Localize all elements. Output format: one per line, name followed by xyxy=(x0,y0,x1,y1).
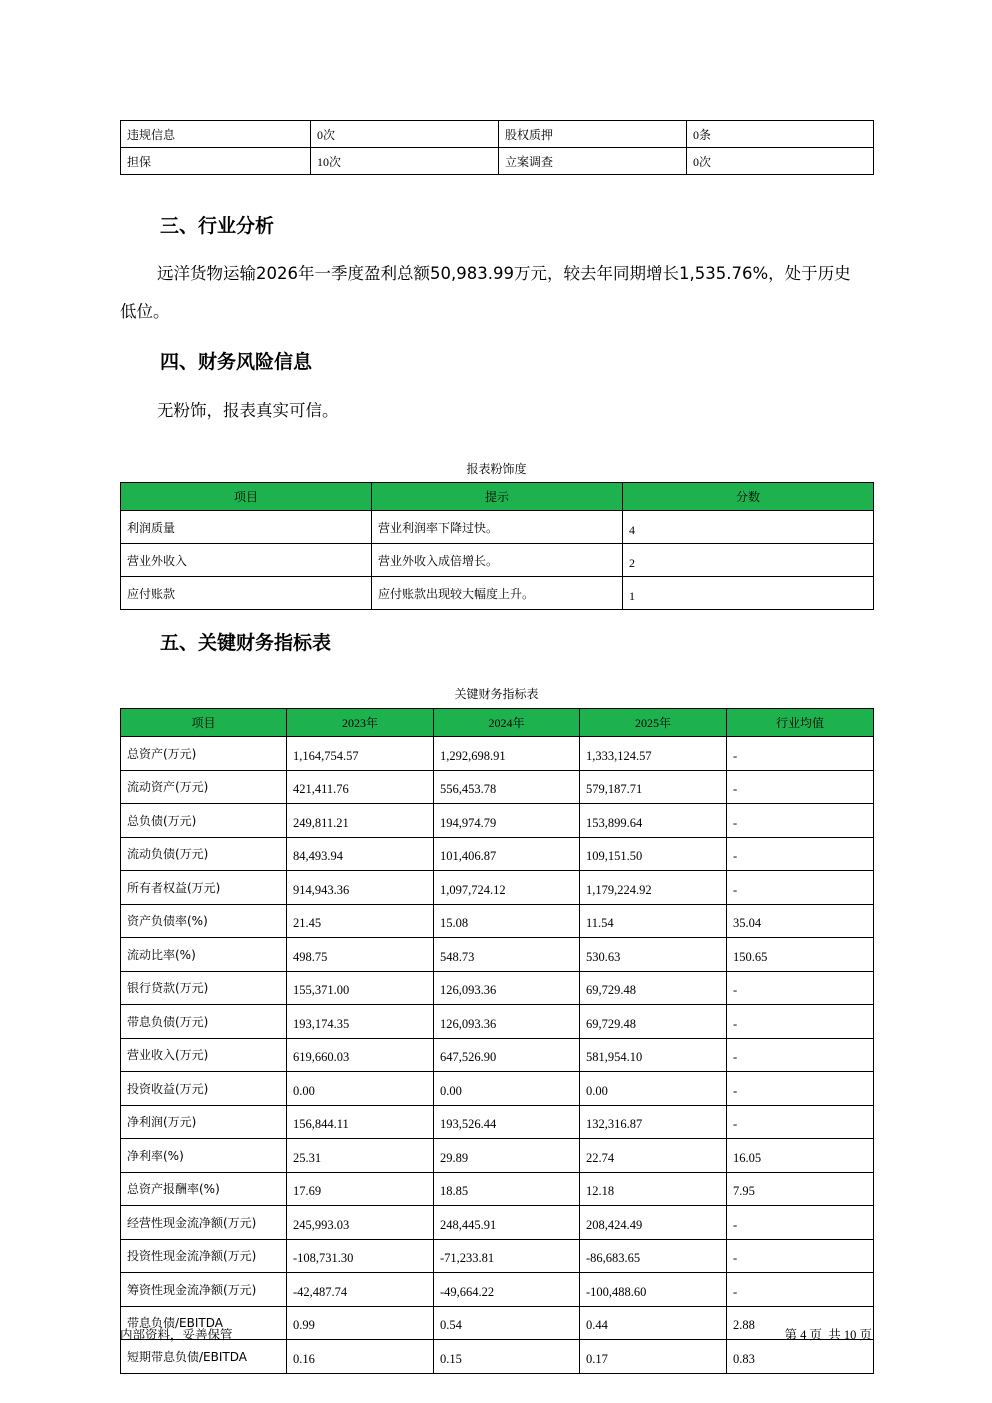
indicator-name-cell: 带息负债(万元) xyxy=(121,1005,287,1039)
indicator-value-cell: 84,493.94 xyxy=(287,837,434,871)
risk-value: 0次 xyxy=(687,148,874,175)
table-row xyxy=(121,938,874,972)
indicator-value-cell: - xyxy=(727,737,874,771)
indicator-value-cell: 150.65 xyxy=(727,938,874,972)
indicator-value-cell: 35.04 xyxy=(727,904,874,938)
column-header: 行业均值 xyxy=(727,709,874,737)
indicator-value-cell: 126,093.36 xyxy=(434,971,580,1005)
table-row xyxy=(121,971,874,1005)
table-row xyxy=(121,770,874,804)
section-heading-key-financial-indicators: 五、关键财务指标表 xyxy=(160,632,332,654)
indicator-name-cell: 总资产(万元) xyxy=(121,737,287,771)
indicator-name-cell: 所有者权益(万元) xyxy=(121,871,287,905)
table-header-row xyxy=(121,709,874,737)
indicator-value-cell: - xyxy=(727,804,874,838)
indicator-value-cell: 579,187.71 xyxy=(580,770,727,804)
table-row xyxy=(121,1239,874,1273)
table-row xyxy=(121,511,874,544)
indicator-value-cell: 21.45 xyxy=(287,904,434,938)
item-cell: 利润质量 xyxy=(121,511,372,544)
table-row xyxy=(121,1105,874,1139)
column-header: 项目 xyxy=(121,709,287,737)
indicator-value-cell: 1,333,124.57 xyxy=(580,737,727,771)
indicator-value-cell: 208,424.49 xyxy=(580,1206,727,1240)
indicator-value-cell: -100,488.60 xyxy=(580,1273,727,1307)
indicator-value-cell: 548.73 xyxy=(434,938,580,972)
indicator-value-cell: 1,292,698.91 xyxy=(434,737,580,771)
indicator-value-cell: 556,453.78 xyxy=(434,770,580,804)
column-header: 分数 xyxy=(623,483,874,511)
table-row xyxy=(121,1306,874,1340)
indicator-value-cell: - xyxy=(727,1239,874,1273)
whitewash-table-caption: 报表粉饰度 xyxy=(466,462,527,476)
financial-risk-paragraph: 无粉饰，报表真实可信。 xyxy=(157,401,339,420)
hint-cell: 营业外收入成倍增长。 xyxy=(372,544,623,577)
indicator-value-cell: 156,844.11 xyxy=(287,1105,434,1139)
indicator-name-cell: 投资收益(万元) xyxy=(121,1072,287,1106)
table-row xyxy=(121,1005,874,1039)
indicator-value-cell: 25.31 xyxy=(287,1139,434,1173)
table-row xyxy=(121,871,874,905)
indicator-value-cell: - xyxy=(727,837,874,871)
column-header: 提示 xyxy=(372,483,623,511)
table-row xyxy=(121,837,874,871)
indicator-value-cell: 16.05 xyxy=(727,1139,874,1173)
risk-value: 0次 xyxy=(311,121,499,148)
indicator-value-cell: 914,943.36 xyxy=(287,871,434,905)
indicator-value-cell: 22.74 xyxy=(580,1139,727,1173)
indicator-value-cell: - xyxy=(727,770,874,804)
industry-analysis-paragraph xyxy=(120,255,880,331)
table-row xyxy=(121,1340,874,1374)
table-row xyxy=(121,804,874,838)
score-cell: 1 xyxy=(623,577,874,610)
indicator-value-cell: 7.95 xyxy=(727,1172,874,1206)
indicator-value-cell: -42,487.74 xyxy=(287,1273,434,1307)
kpi-table-caption: 关键财务指标表 xyxy=(454,687,539,701)
indicator-value-cell: 15.08 xyxy=(434,904,580,938)
indicator-value-cell: 18.85 xyxy=(434,1172,580,1206)
table-row xyxy=(121,1072,874,1106)
indicator-value-cell: 126,093.36 xyxy=(434,1005,580,1039)
column-header: 2025年 xyxy=(580,709,727,737)
indicator-name-cell: 总资产报酬率(%) xyxy=(121,1172,287,1206)
indicator-name-cell: 筹资性现金流净额(万元) xyxy=(121,1273,287,1307)
footer-page-number: 第 4 页 共 10 页 xyxy=(784,1328,872,1342)
table-row xyxy=(121,148,874,175)
indicator-name-cell: 流动负债(万元) xyxy=(121,837,287,871)
score-cell: 2 xyxy=(623,544,874,577)
indicator-value-cell: 619,660.03 xyxy=(287,1038,434,1072)
table-row xyxy=(121,577,874,610)
indicator-value-cell: 1,179,224.92 xyxy=(580,871,727,905)
indicator-value-cell: - xyxy=(727,1273,874,1307)
indicator-value-cell: 0.00 xyxy=(434,1072,580,1106)
table-row xyxy=(121,1139,874,1173)
risk-label: 担保 xyxy=(121,148,311,175)
risk-label: 股权质押 xyxy=(499,121,687,148)
indicator-value-cell: 2.88 xyxy=(727,1306,874,1340)
indicator-value-cell: -71,233.81 xyxy=(434,1239,580,1273)
risk-label: 违规信息 xyxy=(121,121,311,148)
indicator-value-cell: - xyxy=(727,1005,874,1039)
indicator-value-cell: 29.89 xyxy=(434,1139,580,1173)
indicator-value-cell: 193,526.44 xyxy=(434,1105,580,1139)
item-cell: 营业外收入 xyxy=(121,544,372,577)
indicator-value-cell: 0.16 xyxy=(287,1340,434,1374)
indicator-value-cell: 11.54 xyxy=(580,904,727,938)
indicator-value-cell: - xyxy=(727,1105,874,1139)
indicator-value-cell: 132,316.87 xyxy=(580,1105,727,1139)
paragraph-line: 低位。 xyxy=(120,302,170,321)
indicator-name-cell: 流动资产(万元) xyxy=(121,770,287,804)
table-row xyxy=(121,121,874,148)
hint-cell: 营业利润率下降过快。 xyxy=(372,511,623,544)
indicator-name-cell: 总负债(万元) xyxy=(121,804,287,838)
table-row xyxy=(121,1206,874,1240)
indicator-name-cell: 短期带息负债/EBITDA xyxy=(121,1340,287,1374)
indicator-name-cell: 经营性现金流净额(万元) xyxy=(121,1206,287,1240)
footer-confidential-note: 内部资料，妥善保管 xyxy=(120,1327,233,1342)
section-heading-financial-risk: 四、财务风险信息 xyxy=(160,351,313,373)
table-row xyxy=(121,1038,874,1072)
indicator-value-cell: 0.15 xyxy=(434,1340,580,1374)
whitewash-table xyxy=(120,482,874,610)
indicator-value-cell: 0.83 xyxy=(727,1340,874,1374)
paragraph-line: 远洋货物运输2026年一季度盈利总额50,983.99万元，较去年同期增长1,535.76%，处于历史 xyxy=(157,264,851,283)
kpi-table xyxy=(120,708,874,1374)
indicator-value-cell: -86,683.65 xyxy=(580,1239,727,1273)
indicator-value-cell: - xyxy=(727,1072,874,1106)
risk-label: 立案调查 xyxy=(499,148,687,175)
column-header: 2023年 xyxy=(287,709,434,737)
table-row xyxy=(121,904,874,938)
indicator-value-cell: 0.44 xyxy=(580,1306,727,1340)
table-header-row xyxy=(121,483,874,511)
column-header: 项目 xyxy=(121,483,372,511)
indicator-value-cell: 194,974.79 xyxy=(434,804,580,838)
risk-value: 10次 xyxy=(311,148,499,175)
indicator-value-cell: 530.63 xyxy=(580,938,727,972)
indicator-name-cell: 营业收入(万元) xyxy=(121,1038,287,1072)
indicator-value-cell: 581,954.10 xyxy=(580,1038,727,1072)
indicator-value-cell: 153,899.64 xyxy=(580,804,727,838)
indicator-value-cell: 17.69 xyxy=(287,1172,434,1206)
indicator-value-cell: - xyxy=(727,1038,874,1072)
indicator-value-cell: 193,174.35 xyxy=(287,1005,434,1039)
indicator-value-cell: - xyxy=(727,971,874,1005)
hint-cell: 应付账款出现较大幅度上升。 xyxy=(372,577,623,610)
column-header: 2024年 xyxy=(434,709,580,737)
indicator-value-cell: 248,445.91 xyxy=(434,1206,580,1240)
risk-value: 0条 xyxy=(687,121,874,148)
indicator-value-cell: 0.00 xyxy=(287,1072,434,1106)
indicator-value-cell: 0.99 xyxy=(287,1306,434,1340)
table-row xyxy=(121,737,874,771)
indicator-value-cell: 12.18 xyxy=(580,1172,727,1206)
indicator-value-cell: 0.17 xyxy=(580,1340,727,1374)
indicator-value-cell: 69,729.48 xyxy=(580,971,727,1005)
indicator-name-cell: 带息负债/EBITDA xyxy=(121,1306,287,1340)
indicator-value-cell: 245,993.03 xyxy=(287,1206,434,1240)
indicator-value-cell: 0.54 xyxy=(434,1306,580,1340)
indicator-value-cell: - xyxy=(727,1206,874,1240)
indicator-value-cell: 155,371.00 xyxy=(287,971,434,1005)
indicator-value-cell: 498.75 xyxy=(287,938,434,972)
indicator-value-cell: -108,731.30 xyxy=(287,1239,434,1273)
table-row xyxy=(121,1172,874,1206)
indicator-value-cell: 249,811.21 xyxy=(287,804,434,838)
indicator-value-cell: 69,729.48 xyxy=(580,1005,727,1039)
indicator-value-cell: 101,406.87 xyxy=(434,837,580,871)
indicator-name-cell: 银行贷款(万元) xyxy=(121,971,287,1005)
indicator-name-cell: 投资性现金流净额(万元) xyxy=(121,1239,287,1273)
indicator-value-cell: 1,097,724.12 xyxy=(434,871,580,905)
risk-info-table xyxy=(120,120,874,175)
indicator-value-cell: 109,151.50 xyxy=(580,837,727,871)
indicator-value-cell: 421,411.76 xyxy=(287,770,434,804)
indicator-name-cell: 净利率(%) xyxy=(121,1139,287,1173)
indicator-name-cell: 资产负债率(%) xyxy=(121,904,287,938)
indicator-value-cell: - xyxy=(727,871,874,905)
item-cell: 应付账款 xyxy=(121,577,372,610)
indicator-name-cell: 流动比率(%) xyxy=(121,938,287,972)
indicator-value-cell: 0.00 xyxy=(580,1072,727,1106)
score-cell: 4 xyxy=(623,511,874,544)
table-row xyxy=(121,1273,874,1307)
section-heading-industry-analysis: 三、行业分析 xyxy=(160,215,275,237)
indicator-value-cell: 647,526.90 xyxy=(434,1038,580,1072)
table-row xyxy=(121,544,874,577)
indicator-value-cell: 1,164,754.57 xyxy=(287,737,434,771)
indicator-name-cell: 净利润(万元) xyxy=(121,1105,287,1139)
indicator-value-cell: -49,664.22 xyxy=(434,1273,580,1307)
